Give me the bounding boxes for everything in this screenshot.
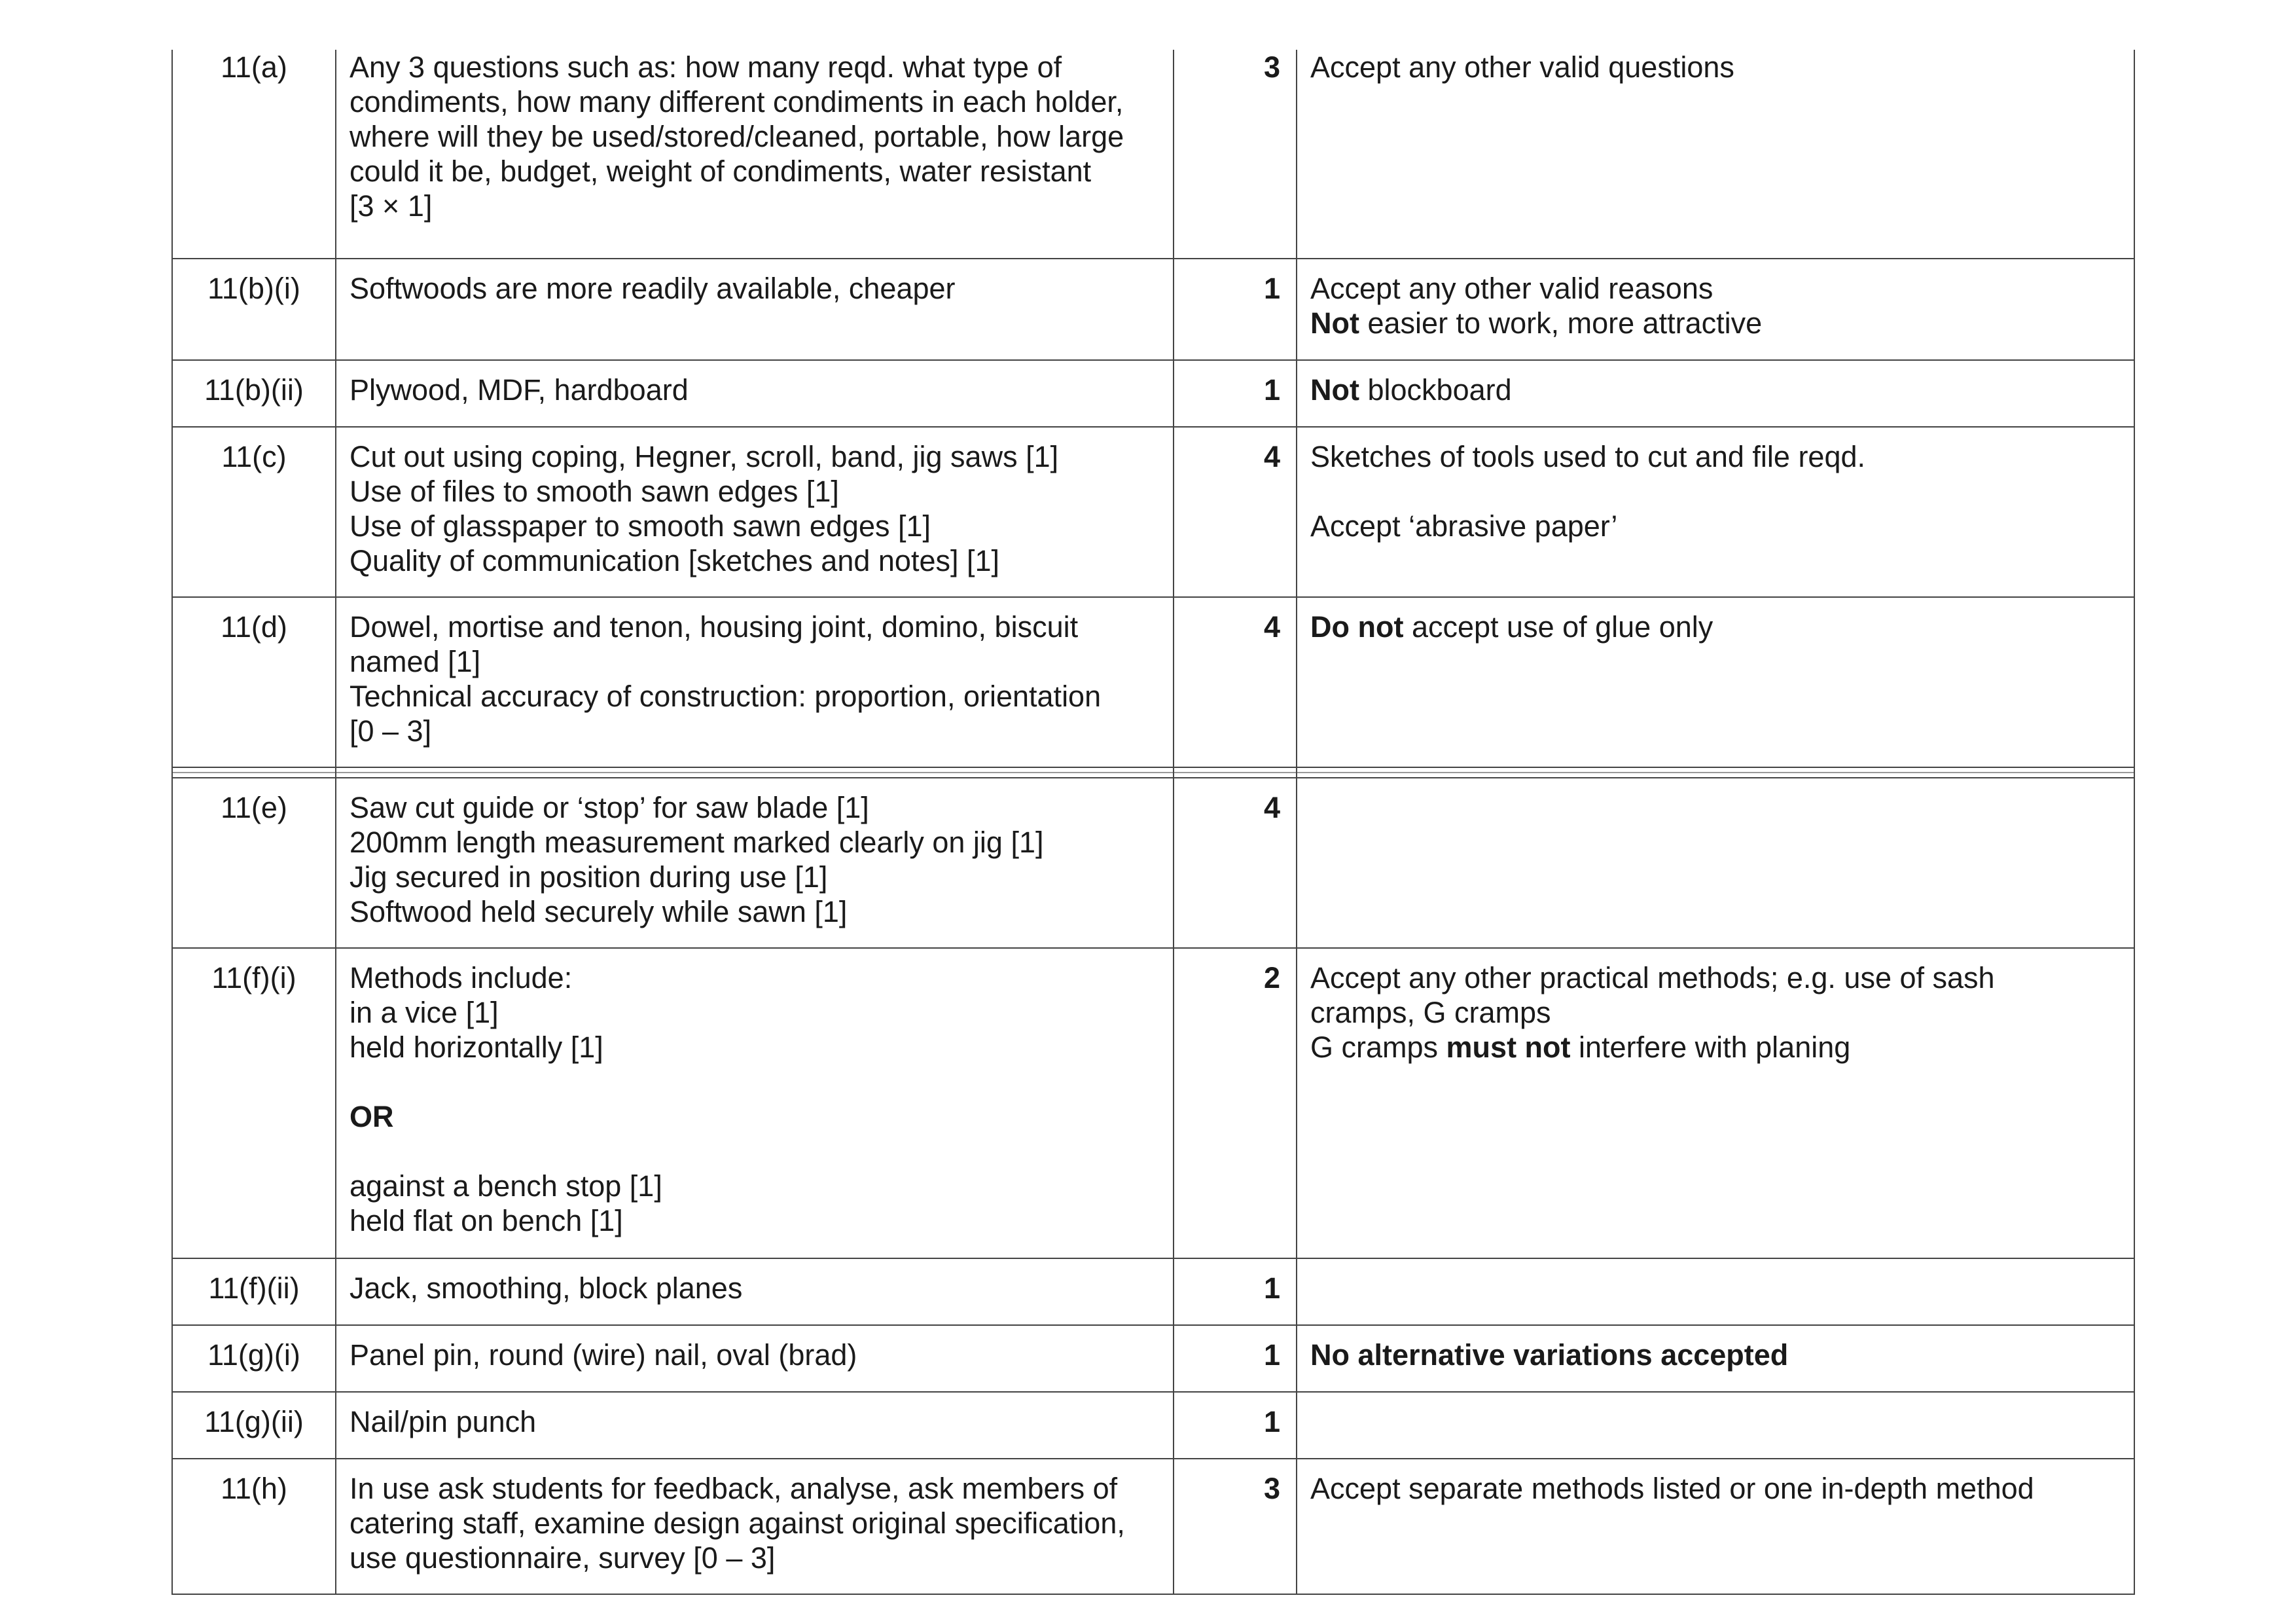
marks-cell: 3 [1174, 1459, 1297, 1594]
marks-cell: 4 [1174, 427, 1297, 597]
guidance-cell [1297, 1392, 2134, 1459]
table-row [172, 597, 2134, 767]
marks-cell: 4 [1174, 778, 1297, 948]
table-row [172, 1392, 2134, 1459]
answer-cell: Softwoods are more readily available, cheaper [336, 259, 1174, 360]
question-number: 11(f)(i) [172, 948, 336, 1258]
table-split-divider [172, 767, 2134, 778]
marks-cell: 1 [1174, 1325, 1297, 1392]
guidance-cell: Do not accept use of glue only [1297, 597, 2134, 767]
question-number: 11(f)(ii) [172, 1258, 336, 1325]
question-number: 11(c) [172, 427, 336, 597]
table-row [172, 1325, 2134, 1392]
answer-cell: Cut out using coping, Hegner, scroll, band, jig saws [1] Use of files to smooth sawn edges [1] Use of glasspaper to smooth sawn edges [1] Quality of communication [sketches and notes] [1] [336, 427, 1174, 597]
marks-cell: 2 [1174, 948, 1297, 1258]
table-row [172, 948, 2134, 1258]
question-number: 11(e) [172, 778, 336, 948]
answer-cell: Saw cut guide or ‘stop’ for saw blade [1] 200mm length measurement marked clearly on jig [1] Jig secured in position during use [1] Softwood held securely while sawn [1] [336, 778, 1174, 948]
guidance-cell: No alternative variations accepted [1297, 1325, 2134, 1392]
answer-cell: Any 3 questions such as: how many reqd. what type of condiments, how many different condiments in each holder, where will they be used/stored/cleaned, portable, how large could it be, budget, weight of condiments, water resistant [3 × 1] [336, 50, 1174, 259]
mark-scheme-table [171, 50, 2135, 1595]
table-row [172, 1258, 2134, 1325]
guidance-cell [1297, 778, 2134, 948]
question-number: 11(g)(ii) [172, 1392, 336, 1459]
question-number: 11(d) [172, 597, 336, 767]
marks-cell: 1 [1174, 1258, 1297, 1325]
question-number: 11(g)(i) [172, 1325, 336, 1392]
marks-cell: 3 [1174, 50, 1297, 259]
guidance-cell: Accept any other valid questions [1297, 50, 2134, 259]
guidance-cell: Accept separate methods listed or one in-depth method [1297, 1459, 2134, 1594]
marks-cell: 1 [1174, 259, 1297, 360]
table-row [172, 50, 2134, 259]
guidance-cell: Not blockboard [1297, 360, 2134, 427]
guidance-cell [1297, 1258, 2134, 1325]
answer-cell: Panel pin, round (wire) nail, oval (brad) [336, 1325, 1174, 1392]
table-row [172, 360, 2134, 427]
question-number: 11(b)(i) [172, 259, 336, 360]
answer-cell: In use ask students for feedback, analyse, ask members of catering staff, examine design against original specification, use questionnaire, survey [0 – 3] [336, 1459, 1174, 1594]
table-row [172, 259, 2134, 360]
answer-cell: Nail/pin punch [336, 1392, 1174, 1459]
table-row [172, 1459, 2134, 1594]
question-number: 11(h) [172, 1459, 336, 1594]
answer-cell: Methods include: in a vice [1] held horizontally [1] OR against a bench stop [1] held flat on bench [1] [336, 948, 1174, 1258]
question-number: 11(b)(ii) [172, 360, 336, 427]
marks-cell: 1 [1174, 360, 1297, 427]
table-row [172, 427, 2134, 597]
answer-cell: Plywood, MDF, hardboard [336, 360, 1174, 427]
guidance-cell: Sketches of tools used to cut and file reqd. Accept ‘abrasive paper’ [1297, 427, 2134, 597]
answer-cell: Jack, smoothing, block planes [336, 1258, 1174, 1325]
guidance-cell: Accept any other valid reasons Not easier to work, more attractive [1297, 259, 2134, 360]
answer-cell: Dowel, mortise and tenon, housing joint, domino, biscuit named [1] Technical accuracy of construction: proportion, orientation [0 – 3] [336, 597, 1174, 767]
mark-scheme-page [171, 50, 2134, 1595]
marks-cell: 1 [1174, 1392, 1297, 1459]
table-row [172, 778, 2134, 948]
marks-cell: 4 [1174, 597, 1297, 767]
question-number: 11(a) [172, 50, 336, 259]
guidance-cell: Accept any other practical methods; e.g. use of sash cramps, G cramps G cramps must not interfere with planing [1297, 948, 2134, 1258]
or-separator: OR [350, 1100, 394, 1133]
